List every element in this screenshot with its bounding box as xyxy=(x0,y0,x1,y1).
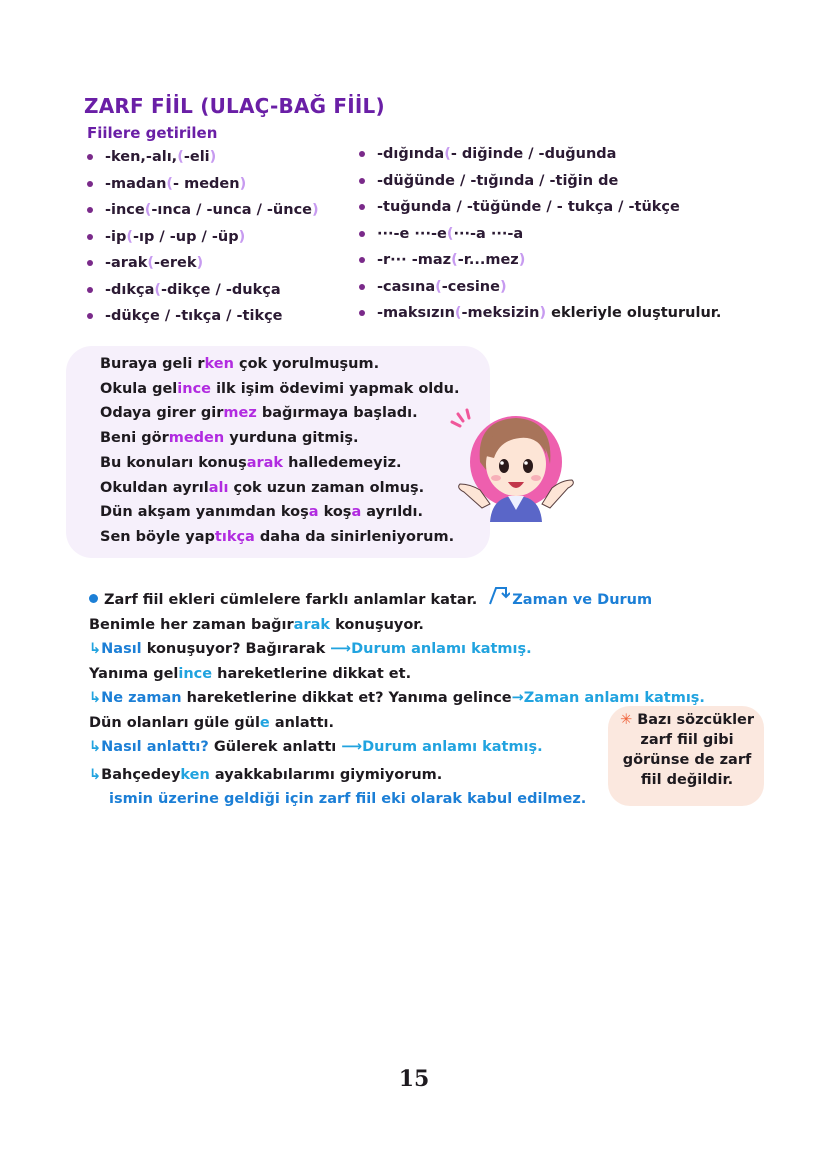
bullet-icon xyxy=(89,594,98,603)
example-sentence xyxy=(100,476,460,501)
bullet-icon xyxy=(87,234,93,240)
example-line xyxy=(89,613,705,638)
suffix-main: -ken,-alı, xyxy=(105,149,178,165)
example-sentences xyxy=(100,352,460,550)
highlighted-suffix: e xyxy=(259,714,270,731)
bullet-icon xyxy=(87,313,93,319)
meaning-tag: Zaman ve Durum xyxy=(512,592,653,608)
suffix-tail-text: ekleriyle oluşturulur. xyxy=(546,305,722,321)
suffix-item xyxy=(85,303,319,330)
text: anlattı. xyxy=(269,714,335,731)
text: ayakkabılarımı giymiyorum. xyxy=(209,766,443,783)
intro-line xyxy=(89,584,705,613)
text: çok uzun zaman olmuş. xyxy=(228,479,425,496)
highlighted-suffix: arak xyxy=(246,454,284,471)
suffix-main: -dığında xyxy=(377,146,445,162)
paren: ( xyxy=(451,252,458,268)
suffix-alt: - meden xyxy=(173,175,240,192)
question-word: Ne zaman xyxy=(101,690,182,706)
suffix-main: -dıkça xyxy=(105,281,155,298)
highlighted-suffix: meden xyxy=(168,430,225,447)
text: Dün akşam yanımdan koş xyxy=(100,504,309,521)
bullet-icon xyxy=(87,154,93,160)
paren: ( xyxy=(144,202,152,218)
text: Okula gel xyxy=(100,380,178,397)
suffix-item xyxy=(357,221,721,248)
suffix-item xyxy=(357,141,721,168)
text: Okuldan ayrıl xyxy=(100,479,209,496)
suffix-item xyxy=(85,277,319,304)
meaning-answer: Durum anlamı katmış. xyxy=(351,641,532,657)
bullet-icon xyxy=(359,151,365,157)
suffix-list-right xyxy=(357,141,721,327)
arrow-right-icon: ⟶ xyxy=(330,641,352,657)
bullet-icon xyxy=(359,204,365,210)
paren: ( xyxy=(177,149,184,165)
text: daha da sinirleniyorum. xyxy=(254,528,455,545)
example-sentence xyxy=(100,401,460,426)
bullet-icon xyxy=(87,207,93,213)
teacher-character-illustration xyxy=(446,392,586,522)
bullet-icon xyxy=(359,310,365,316)
meaning-answer: Durum anlamı katmış. xyxy=(362,739,543,755)
suffix-main: -madan xyxy=(105,175,167,192)
suffix-item xyxy=(357,168,721,195)
paren: ( xyxy=(444,146,451,162)
return-arrow-icon: ↳ xyxy=(89,690,102,706)
suffix-alt: -meksizin xyxy=(461,305,540,321)
text: konuşuyor? Bağırarak xyxy=(141,641,331,657)
suffix-item xyxy=(85,224,319,251)
paren: ) xyxy=(518,252,526,268)
paren: ( xyxy=(126,228,134,245)
paren: ) xyxy=(209,149,217,165)
text: koş xyxy=(318,504,352,521)
text: Dün olanları güle gül xyxy=(89,714,260,731)
paren: ( xyxy=(154,281,162,298)
text: hareketlerine dikkat et? Yanıma gelince xyxy=(181,690,512,706)
example-sentence xyxy=(100,500,460,525)
exception-note: ismin üzerine geldiği için zarf fiil eki olarak kabul edilmez. xyxy=(109,791,587,807)
example-line xyxy=(89,662,705,687)
highlighted-suffix: tıkça xyxy=(214,528,255,545)
suffix-main: -ince xyxy=(105,202,145,218)
page-number: 15 xyxy=(398,1066,430,1092)
highlighted-suffix: alı xyxy=(208,479,229,496)
arrow-branch-icon xyxy=(488,584,510,606)
return-arrow-icon: ↳ xyxy=(89,739,102,755)
highlighted-suffix: ince xyxy=(177,380,212,397)
suffix-main: ···-e ···-e xyxy=(377,225,447,242)
question-line xyxy=(89,686,705,711)
suffix-item xyxy=(357,194,721,221)
return-arrow-icon: ↳ xyxy=(89,766,102,783)
text: Beni gör xyxy=(100,430,169,447)
suffix-item xyxy=(85,144,319,171)
return-arrow-icon: ↳ xyxy=(89,641,102,657)
suffix-main: -casına xyxy=(377,278,436,295)
example-sentence xyxy=(100,377,460,402)
suffix-main: -arak xyxy=(105,255,148,271)
arrow-right-icon: ⟶ xyxy=(341,739,363,755)
suffix-main: -dükçe / -tıkça / -tikçe xyxy=(105,308,283,324)
text: konuşuyor. xyxy=(330,616,424,633)
suffix-alt: -dikçe / -dukça xyxy=(161,281,281,298)
example-sentence xyxy=(100,525,460,550)
example-sentence xyxy=(100,426,460,451)
paren: ) xyxy=(238,228,246,245)
suffix-item xyxy=(357,274,721,301)
bullet-icon xyxy=(359,284,365,290)
bullet-icon xyxy=(87,260,93,266)
suffix-alt: -ınca / -unca / -ünce xyxy=(151,202,313,218)
suffix-alt: -cesine xyxy=(441,278,500,295)
bullet-icon xyxy=(87,287,93,293)
text: halledemeyiz. xyxy=(283,454,402,471)
text: Sen böyle yap xyxy=(100,528,215,545)
paren: ( xyxy=(454,305,462,321)
text: Bahçedey xyxy=(101,766,181,783)
asterisk-icon: ✳ xyxy=(619,712,633,728)
paren: ( xyxy=(147,255,155,271)
suffix-main: -tuğunda / -tüğünde / - tukça / -tükçe xyxy=(377,199,680,215)
example-sentence xyxy=(100,451,460,476)
question-word: Nasıl anlattı? xyxy=(101,739,209,755)
bullet-icon xyxy=(359,178,365,184)
text: ayrıldı. xyxy=(361,504,424,521)
highlighted-suffix: arak xyxy=(293,616,331,633)
suffix-item xyxy=(85,171,319,198)
suffix-alt: ···-a ···-a xyxy=(453,225,524,242)
suffix-list-left xyxy=(85,144,319,330)
suffix-main: -ip xyxy=(105,228,127,245)
text: Gülerek anlattı xyxy=(208,739,342,755)
paren: ) xyxy=(539,305,547,321)
text: Buraya geli r xyxy=(100,356,205,372)
meaning-answer: Zaman anlamı katmış. xyxy=(523,690,705,706)
text: Benimle her zaman bağır xyxy=(89,616,294,633)
text: Bazı sözcükler zarf fiil gibi görünse de zarf fiil değildir. xyxy=(622,712,755,788)
page-title: ZARF FİİL (ULAÇ-BAĞ FİİL) xyxy=(84,94,385,118)
suffix-main: -r··· -maz xyxy=(377,252,452,268)
text: bağırmaya başladı. xyxy=(256,405,418,422)
paren: ( xyxy=(435,278,442,295)
suffix-main: -maksızın xyxy=(377,305,455,321)
paren: ) xyxy=(239,175,247,192)
suffix-alt: -r...mez xyxy=(457,252,519,268)
suffix-item xyxy=(357,300,721,327)
highlighted-suffix: a xyxy=(351,504,362,521)
highlighted-suffix: ince xyxy=(178,665,213,682)
text: Zarf fiil ekleri cümlelere farklı anlamlar katar. xyxy=(104,592,478,608)
arrow-right-icon: → xyxy=(511,690,524,706)
question-word: Nasıl xyxy=(101,641,142,657)
highlighted-suffix: mez xyxy=(223,405,257,422)
suffix-item xyxy=(85,250,319,277)
text: Bu konuları konuş xyxy=(100,454,247,471)
text: Yanıma gel xyxy=(89,665,179,682)
text: çok yorulmuşum. xyxy=(233,356,380,372)
section-subtitle: Fiilere getirilen xyxy=(87,124,218,142)
paren: ( xyxy=(166,175,174,192)
suffix-item xyxy=(357,247,721,274)
highlighted-suffix: ken xyxy=(204,356,234,372)
example-sentence xyxy=(100,352,460,377)
sparkle-lines-icon xyxy=(452,410,469,426)
callout-text xyxy=(612,710,762,790)
highlighted-suffix: ken xyxy=(180,766,210,783)
suffix-item xyxy=(85,197,319,224)
highlighted-suffix: a xyxy=(308,504,319,521)
paren: ) xyxy=(312,202,319,218)
suffix-alt: -ıp / -up / -üp xyxy=(133,228,239,245)
text: hareketlerine dikkat et. xyxy=(212,665,412,682)
suffix-alt: -eli xyxy=(183,149,210,165)
text: yurduna gitmiş. xyxy=(224,430,359,447)
paren: ) xyxy=(196,255,204,271)
suffix-alt: -erek xyxy=(154,255,197,271)
question-line xyxy=(89,637,705,662)
suffix-main: -düğünde / -tığında / -tiğin de xyxy=(377,172,619,189)
paren: ( xyxy=(446,225,454,242)
text: ilk işim ödevimi yapmak oldu. xyxy=(211,380,460,397)
paren: ) xyxy=(499,278,507,295)
bullet-icon xyxy=(359,257,365,263)
bullet-icon xyxy=(359,231,365,237)
bullet-icon xyxy=(87,181,93,187)
suffix-alt: - diğinde / -duğunda xyxy=(450,146,617,162)
text: Odaya girer gir xyxy=(100,405,224,422)
